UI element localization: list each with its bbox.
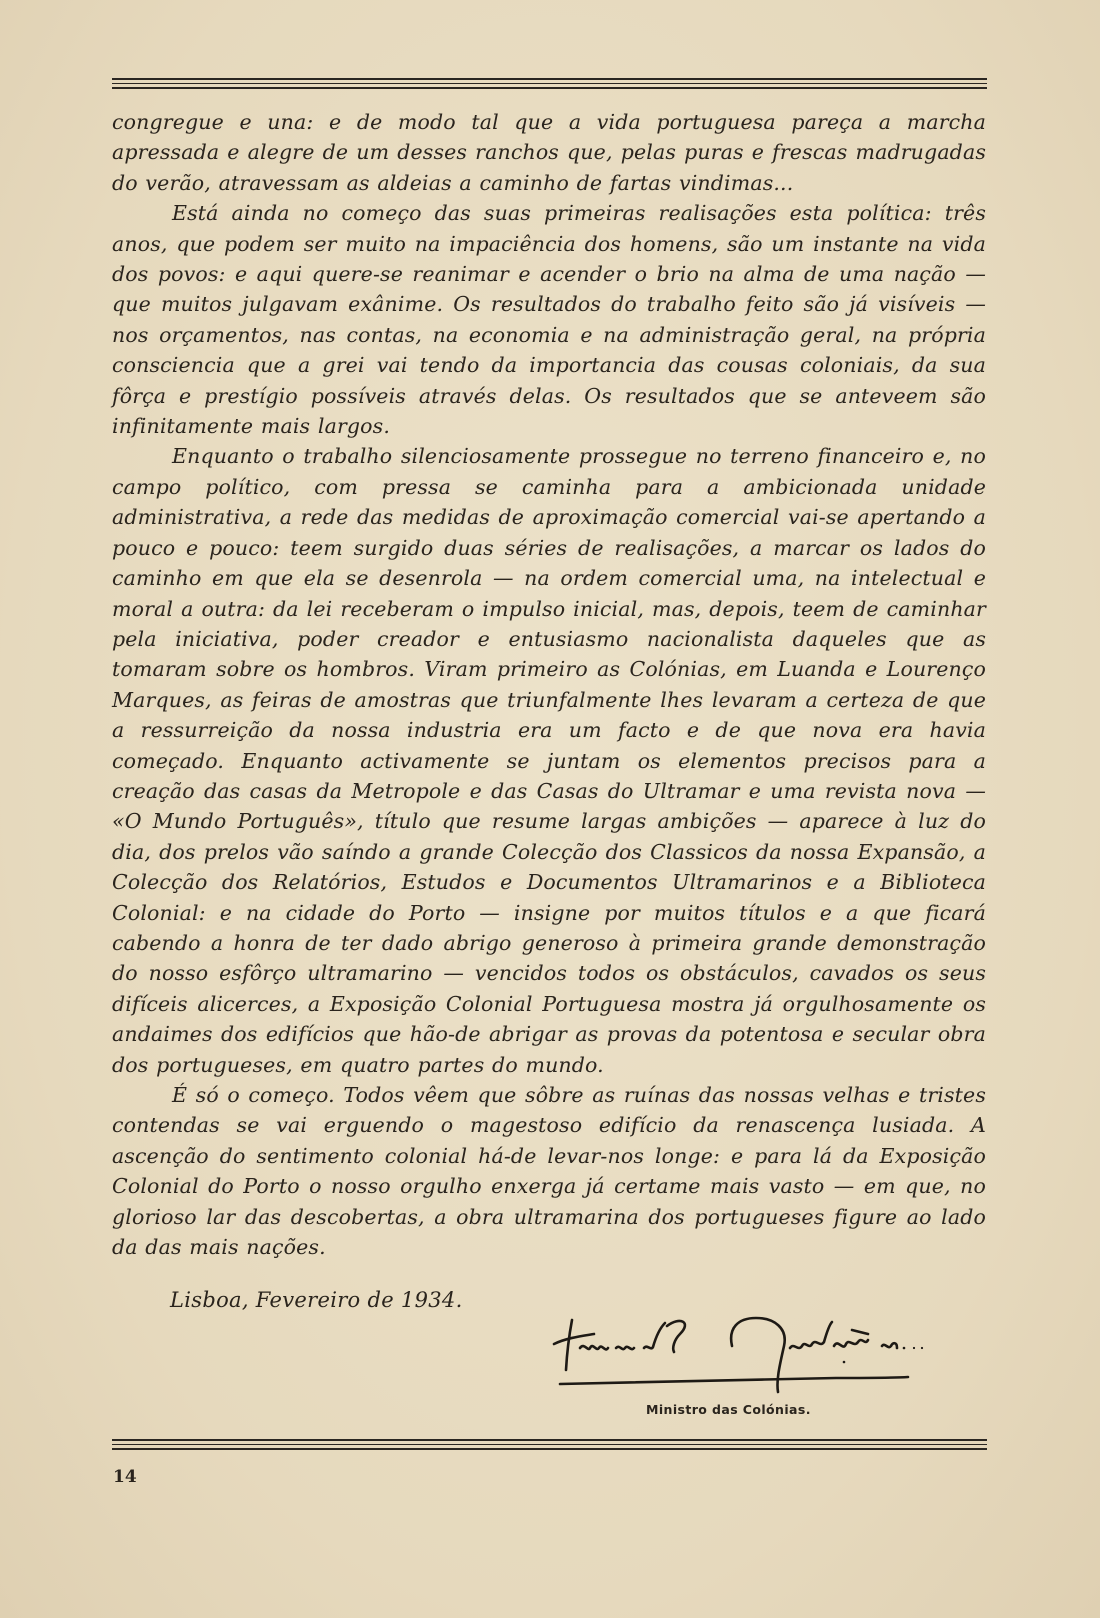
page-number: 14 bbox=[113, 1467, 137, 1487]
signature-role: Ministro das Colónias. bbox=[646, 1402, 811, 1417]
paragraph: congregue e una: e de modo tal que a vida portuguesa pareça a marcha apressada e alegre de um desses ranchos que, pelas puras e frescas madrugadas do verão, atravessam as aldeias a caminho de fartas vindimas... bbox=[112, 110, 986, 195]
dateline: Lisboa, Fevereiro de 1934. bbox=[170, 1288, 463, 1312]
top-double-rule bbox=[112, 78, 987, 92]
handwritten-signature bbox=[552, 1308, 932, 1398]
paragraph: É só o começo. Todos vêem que sôbre as ruínas das nossas velhas e tristes contendas se vai erguendo o magestoso edifício da renascença lusiada. A ascenção do sentimento colonial há-de levar-nos longe: e para lá da Exposição Colonial do Porto o nosso orgulho enxerga já certame mais vasto — em que, no glorioso lar das descobertas, a obra ultramarina dos portugueses figure ao lado da das mais nações. bbox=[112, 1083, 986, 1260]
body-text bbox=[112, 107, 986, 1262]
paragraph: Está ainda no começo das suas primeiras realisações esta política: três anos, que podem ser muito na impaciência dos homens, são um instante na vida dos povos: e aqui quere-se reanimar e acender o brio na alma de uma nação — que muitos julgavam exânime. Os resultados do trabalho feito são já visíveis — nos orçamentos, nas contas, na economia e na administração geral, na própria consciencia que a grei vai tendo da importancia das cousas coloniais, da sua fôrça e prestígio possíveis através delas. Os resultados que se anteveem são infinitamente mais largos. bbox=[112, 201, 986, 439]
paragraph: Enquanto o trabalho silenciosamente prossegue no terreno financeiro e, no campo político, com pressa se caminha para a ambicionada unidade administrativa, a rede das medidas de aproximação comercial vai-se apertando a pouco e pouco: teem surgido duas séries de realisações, a marcar os lados do caminho em que ela se desenrola — na ordem comercial uma, na intelectual e moral a outra: da lei receberam o impulso inicial, mas, depois, teem de caminhar pela iniciativa, poder creador e entusiasmo nacionalista daqueles que as tomaram sobre os hombros. Viram primeiro as Colónias, em Luanda e Lourenço Marques, as feiras de amostras que triunfalmente lhes levaram a certeza de que a ressurreição da nossa industria era um facto e de que nova era havia começado. Enquanto activamente se juntam os elementos precisos para a creação das casas da Metropole e das Casas do Ultramar e uma revista nova — «O Mundo Português», título que resume largas ambições — aparece à luz do dia, dos prelos vão saíndo a grande Colecção dos Classicos da nossa Expansão, a Colecção dos Relatórios, Estudos e Documentos Ultramarinos e a Biblioteca Colonial: e na cidade do Porto — insigne por muitos títulos e a que ficará cabendo a honra de ter dado abrigo generoso à primeira grande demonstração do nosso esfôrço ultramarino — vencidos todos os obstáculos, cavados os seus difíceis alicerces, a Exposição Colonial Portuguesa mostra já orgulhosamente os andaimes dos edifícios que hão-de abrigar as provas da potentosa e secular obra dos portugueses, em quatro partes do mundo. bbox=[112, 444, 986, 1077]
bottom-double-rule bbox=[112, 1439, 987, 1453]
